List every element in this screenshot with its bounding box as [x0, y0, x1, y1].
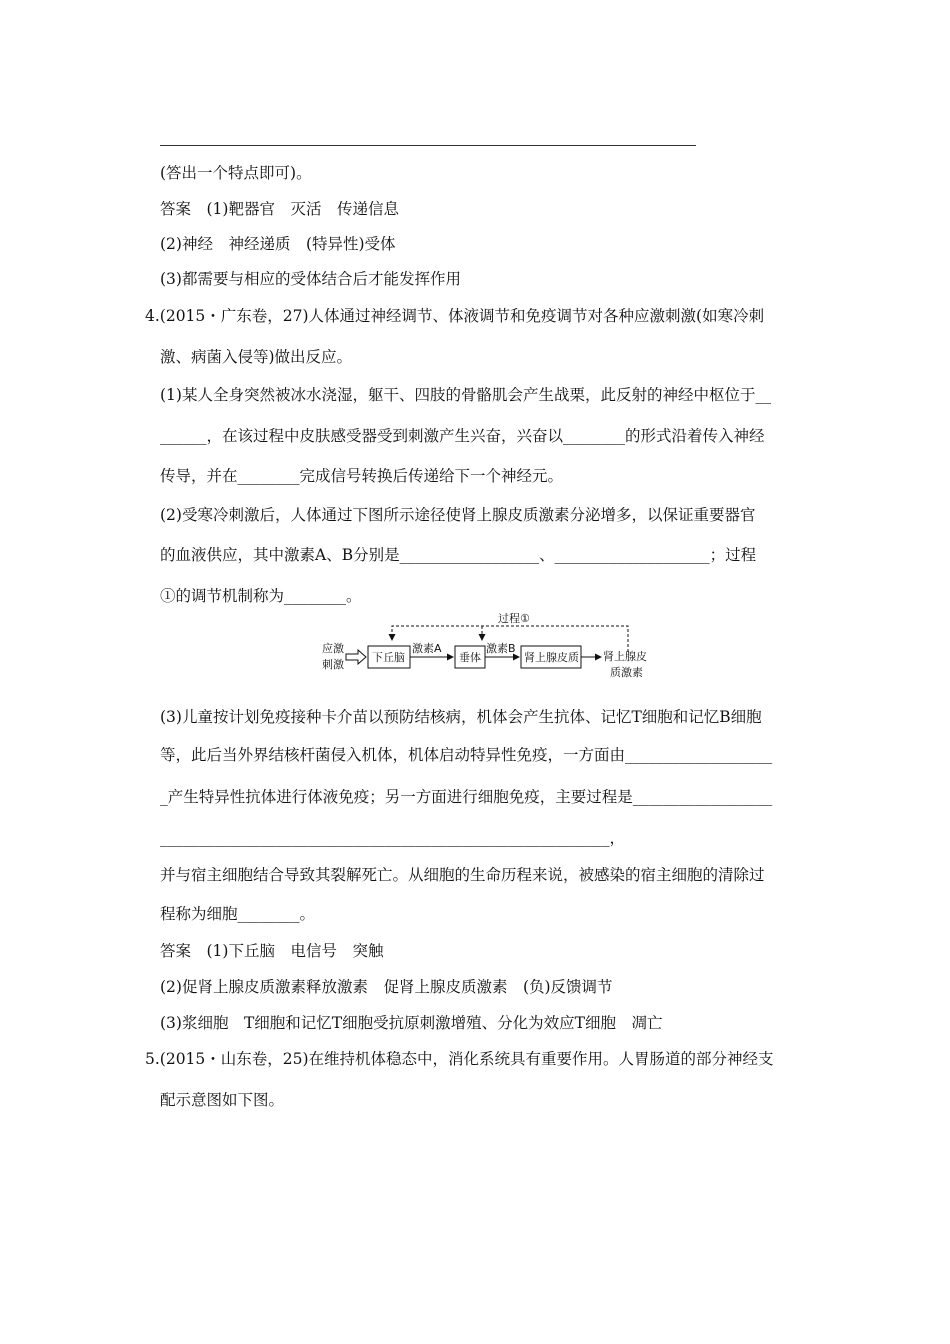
- answer-line: (2)促肾上腺皮质激素释放激素 促肾上腺皮质激素 (负)反馈调节: [160, 978, 613, 996]
- answer-line: 答案 (1)靶器官 灭活 传递信息: [160, 200, 399, 218]
- adrenal-cortex-label: 肾上腺皮质: [524, 651, 579, 664]
- pituitary-label: 垂体: [459, 651, 481, 664]
- answer-line: 答案 (1)下丘脑 电信号 突触: [160, 942, 384, 960]
- text-line: (2)受寒冷刺激后，人体通过下图所示途径使肾上腺皮质激素分泌增多，以保证重要器官: [160, 506, 756, 524]
- text-line: (1)某人全身突然被冰水浇湿，躯干、四肢的骨骼肌会产生战栗，此反射的神经中枢位于__: [160, 386, 771, 404]
- text-line: _产生特异性抗体进行体液免疫；另一方面进行细胞免疫，主要过程是__________________: [160, 788, 773, 806]
- hormone-b-label: 激素B: [486, 642, 516, 655]
- hypothalamus-label: 下丘脑: [372, 651, 405, 664]
- text-line: 等，此后当外界结核杆菌侵入机体，机体启动特异性免疫，一方面由___________________: [160, 746, 773, 764]
- answer-line: (2)神经 神经递质 (特异性)受体: [160, 235, 396, 253]
- text-line: ______，在该过程中皮肤感受器受到刺激产生兴奋，兴奋以________的形式沿着传入神经: [160, 427, 765, 445]
- text-line: 传导，并在________完成信号转换后传递给下一个神经元。: [160, 467, 564, 485]
- answer-line: (3)都需要与相应的受体结合后才能发挥作用: [160, 270, 461, 288]
- question-4-heading: 4.(2015・广东卷，27)人体通过神经调节、体液调节和免疫调节对各种应激刺激(如寒冷刺: [145, 307, 765, 325]
- text-line: 程称为细胞________。: [160, 905, 316, 923]
- text-line: 的血液供应，其中激素A、B分别是__________________、____________________；过程: [160, 546, 757, 564]
- answer-line: (3)浆细胞 T细胞和记忆T细胞受抗原刺激增殖、分化为效应T细胞 凋亡: [160, 1014, 663, 1032]
- question-5-heading: 5.(2015・山东卷，25)在维持机体稳态中，消化系统具有重要作用。人胃肠道的部分神经支: [145, 1050, 774, 1068]
- text-line: 配示意图如下图。: [160, 1091, 285, 1109]
- process-label: 过程①: [498, 612, 530, 625]
- stimulus-label: 应激: [322, 642, 344, 655]
- hormone-a-label: 激素A: [412, 642, 442, 655]
- text-line: 激、病菌入侵等)做出反应。: [160, 348, 353, 366]
- text-line: 并与宿主细胞结合导致其裂解死亡。从细胞的生命历程来说，被感染的宿主细胞的清除过: [160, 866, 765, 884]
- answer-blank-rule: [160, 145, 696, 146]
- output-label: 质激素: [610, 666, 643, 679]
- hollow-arrow-icon: [346, 650, 366, 664]
- text-line: (3)儿童按计划免疫接种卡介苗以预防结核病，机体会产生抗体、记忆T细胞和记忆B细胞: [160, 708, 762, 726]
- hormone-pathway-diagram: [318, 612, 658, 684]
- stimulus-label: 刺激: [322, 658, 344, 671]
- text-line: ①的调节机制称为________。: [160, 587, 362, 605]
- output-label: 肾上腺皮: [603, 650, 647, 663]
- text-line: __________________________________________________________，: [160, 829, 626, 847]
- text-line: (答出一个特点即可)。: [160, 164, 312, 182]
